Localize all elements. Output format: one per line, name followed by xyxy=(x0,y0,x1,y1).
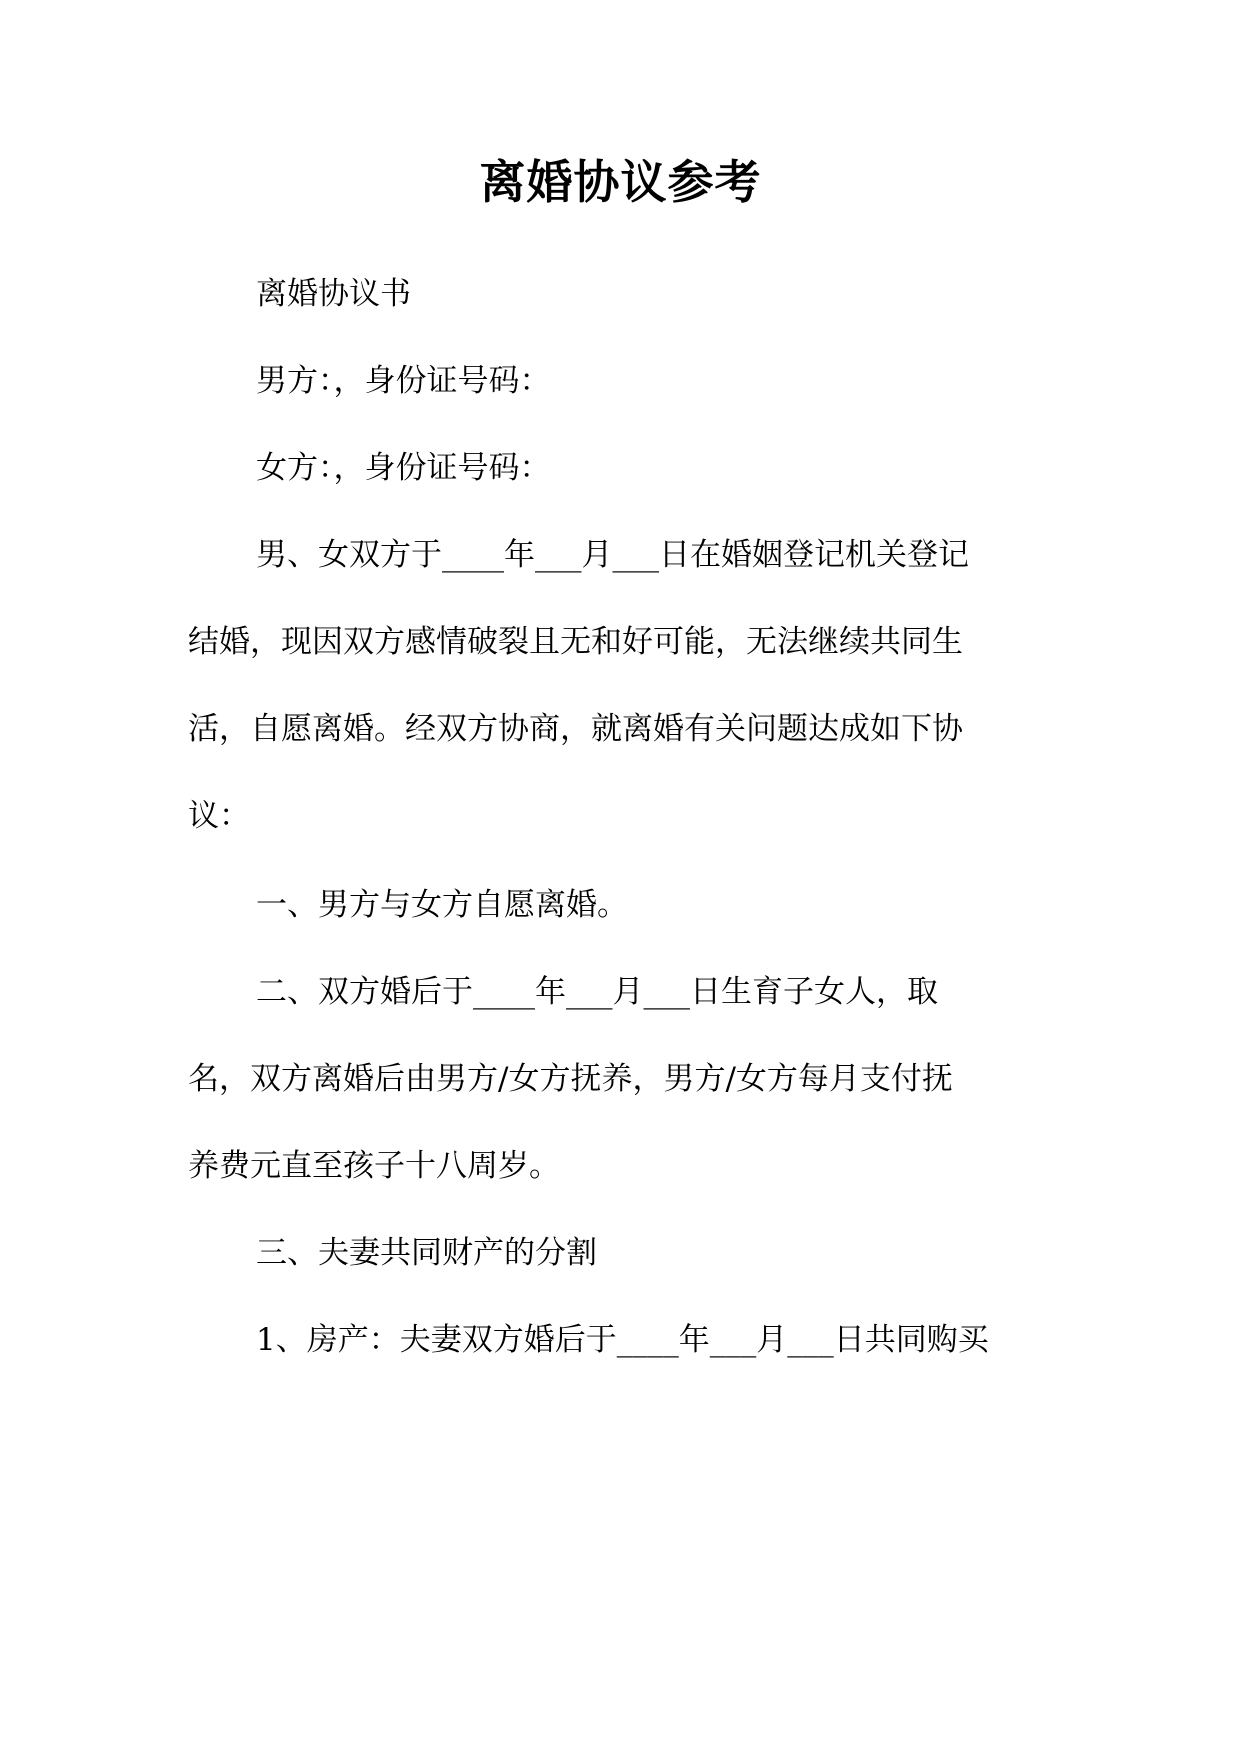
paragraph-line: 议： xyxy=(188,798,250,834)
paragraph-line: 活，自愿离婚。经双方协商，就离婚有关问题达成如下协 xyxy=(188,711,963,747)
paragraph-clause-3-1: 1、房产：夫妻双方婚后于____年___月___日共同购买 xyxy=(256,1322,989,1358)
paragraph-line: 结婚，现因双方感情破裂且无和好可能，无法继续共同生 xyxy=(188,624,963,660)
paragraph-heading: 离婚协议书 xyxy=(256,276,411,312)
paragraph-line: 男、女双方于____年___月___日在婚姻登记机关登记 xyxy=(256,537,969,573)
paragraph-male-party: 男方：，身份证号码： xyxy=(256,363,551,399)
paragraph-clause-3: 三、夫妻共同财产的分割 xyxy=(256,1235,597,1271)
paragraph-clause-1: 一、男方与女方自愿离婚。 xyxy=(256,887,628,923)
paragraph-line: 名，双方离婚后由男方/女方抚养，男方/女方每月支付抚 xyxy=(188,1061,953,1097)
paragraph-female-party: 女方：，身份证号码： xyxy=(256,450,551,486)
paragraph-line: 养费元直至孩子十八周岁。 xyxy=(188,1148,560,1184)
document-title: 离婚协议参考 xyxy=(479,155,762,209)
paragraph-clause-2: 二、双方婚后于____年___月___日生育子女人，取 xyxy=(256,974,938,1010)
